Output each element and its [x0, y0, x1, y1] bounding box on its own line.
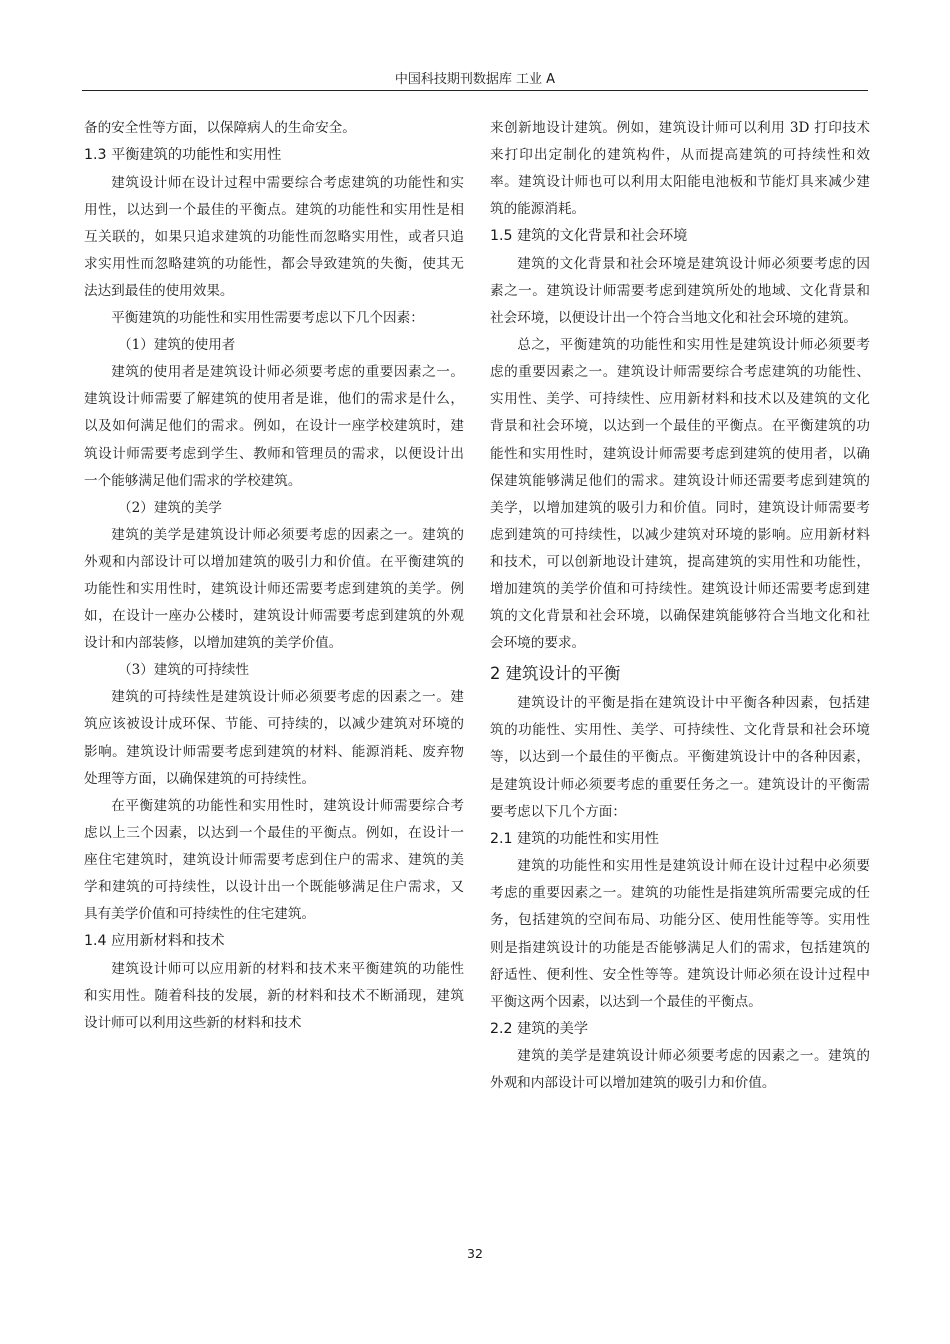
- paragraph: 建筑的美学是建筑设计师必须要考虑的因素之一。建筑的外观和内部设计可以增加建筑的吸引力和价值。: [490, 1048, 870, 1092]
- paragraph: 平衡建筑的功能性和实用性需要考虑以下几个因素：: [111, 310, 424, 327]
- subheading-sustainability: （3）建筑的可持续性: [118, 662, 249, 679]
- section-heading-1-5: 1.5 建筑的文化背景和社会环境: [490, 228, 688, 245]
- paragraph: 来创新地设计建筑。例如，建筑设计师可以利用 3D 打印技术来打印出定制化的建筑构件，从而提高建筑的可持续性和效率。建筑设计师也可以利用太阳能电池板和节能灯具来减少建筑的能源消耗。: [490, 120, 870, 218]
- section-heading-2-2: 2.2 建筑的美学: [490, 1020, 589, 1037]
- paragraph: 在平衡建筑的功能性和实用性时，建筑设计师需要综合考虑以上三个因素，以达到一个最佳的平衡点。例如，在设计一座住宅建筑时，建筑设计师需要考虑到住户的需求、建筑的美学和建筑的可持续性，以设计出一个既能够满足住户需求，又具有美学价值和可持续性的住宅建筑。: [84, 797, 464, 923]
- subheading-users: （1）建筑的使用者: [118, 337, 236, 354]
- section-heading-1-3: 1.3 平衡建筑的功能性和实用性: [84, 147, 282, 164]
- paragraph: 总之，平衡建筑的功能性和实用性是建筑设计师必须要考虑的重要因素之一。建筑设计师需要综合考虑建筑的功能性、实用性、美学、可持续性、应用新材料和技术以及建筑的文化背景和社会环境，以达到一个最佳的平衡点。在平衡建筑的功能性和实用性时，建筑设计师需要考虑到建筑的使用者，以确保建筑能够满足他们的需求。建筑设计师还需要考虑到建筑的美学，以增加建筑的吸引力和价值。同时，建筑设计师需要考虑到建筑的可持续性，以减少建筑对环境的影响。应用新材料和技术，可以创新地设计建筑，提高建筑的实用性和功能性，增加建筑的美学价值和可持续性。建筑设计师还需要考虑到建筑的文化背景和社会环境，以确保建筑能够符合当地文化和社会环境的要求。: [490, 337, 870, 652]
- paragraph: 建筑的使用者是建筑设计师必须要考虑的重要因素之一。建筑设计师需要了解建筑的使用者是谁，他们的需求是什么，以及如何满足他们的需求。例如，在设计一座学校建筑时，建筑设计师需要考虑到学生、教师和管理员的需求，以便设计出一个能够满足他们需求的学校建筑。: [84, 364, 464, 489]
- section-heading-1-4: 1.4 应用新材料和技术: [84, 933, 225, 950]
- section-heading-2: 2 建筑设计的平衡: [490, 664, 621, 684]
- paragraph: 建筑的文化背景和社会环境是建筑设计师必须要考虑的因素之一。建筑设计师需要考虑到建筑所处的地域、文化背景和社会环境，以便设计出一个符合当地文化和社会环境的建筑。: [490, 255, 870, 327]
- subheading-aesthetics: （2）建筑的美学: [118, 499, 222, 516]
- paragraph: 建筑设计师可以应用新的材料和技术来平衡建筑的功能性和实用性。随着科技的发展，新的材料和技术不断涌现，建筑设计师可以利用这些新的材料和技术: [84, 960, 464, 1031]
- paragraph: 建筑设计的平衡是指在建筑设计中平衡各种因素，包括建筑的功能性、实用性、美学、可持续性、文化背景和社会环境等，以达到一个最佳的平衡点。平衡建筑设计中的各种因素，是建筑设计师必须要考虑的重要任务之一。建筑设计的平衡需要考虑以下几个方面：: [490, 695, 870, 820]
- page-number: 32: [467, 1246, 483, 1261]
- section-heading-2-1: 2.1 建筑的功能性和实用性: [490, 830, 659, 847]
- paragraph: 建筑的功能性和实用性是建筑设计师在设计过程中必须要考虑的重要因素之一。建筑的功能性是指建筑所需要完成的任务，包括建筑的空间布局、功能分区、使用性能等等。实用性则是指建筑设计的功能是否能够满足人们的需求，包括建筑的舒适性、便利性、安全性等等。建筑设计师必须在设计过程中平衡这两个因素，以达到一个最佳的平衡点。: [490, 858, 870, 1010]
- left-column: [84, 115, 464, 1037]
- journal-header: 中国科技期刊数据库 工业 A: [394, 72, 556, 87]
- paragraph: 建筑设计师在设计过程中需要综合考虑建筑的功能性和实用性，以达到一个最佳的平衡点。建筑的功能性和实用性是相互关联的，如果只追求建筑的功能性而忽略实用性，或者只追求实用性而忽略建筑的功能性，都会导致建筑的失衡，使其无法达到最佳的使用效果。: [84, 174, 464, 299]
- header-divider: [82, 90, 868, 91]
- paragraph: 建筑的可持续性是建筑设计师必须要考虑的因素之一。建筑应该被设计成环保、节能、可持续的，以减少建筑对环境的影响。建筑设计师需要考虑到建筑的材料、能源消耗、废弃物处理等方面，以确保建筑的可持续性。: [84, 689, 464, 787]
- paragraph: 备的安全性等方面，以保障病人的生命安全。: [84, 120, 356, 136]
- paragraph: 建筑的美学是建筑设计师必须要考虑的因素之一。建筑的外观和内部设计可以增加建筑的吸引力和价值。在平衡建筑的功能性和实用性时，建筑设计师还需要考虑到建筑的美学。例如，在设计一座办公楼时，建筑设计师需要考虑到建筑的外观设计和内部装修，以增加建筑的美学价值。: [84, 526, 464, 652]
- right-column: [490, 115, 870, 1098]
